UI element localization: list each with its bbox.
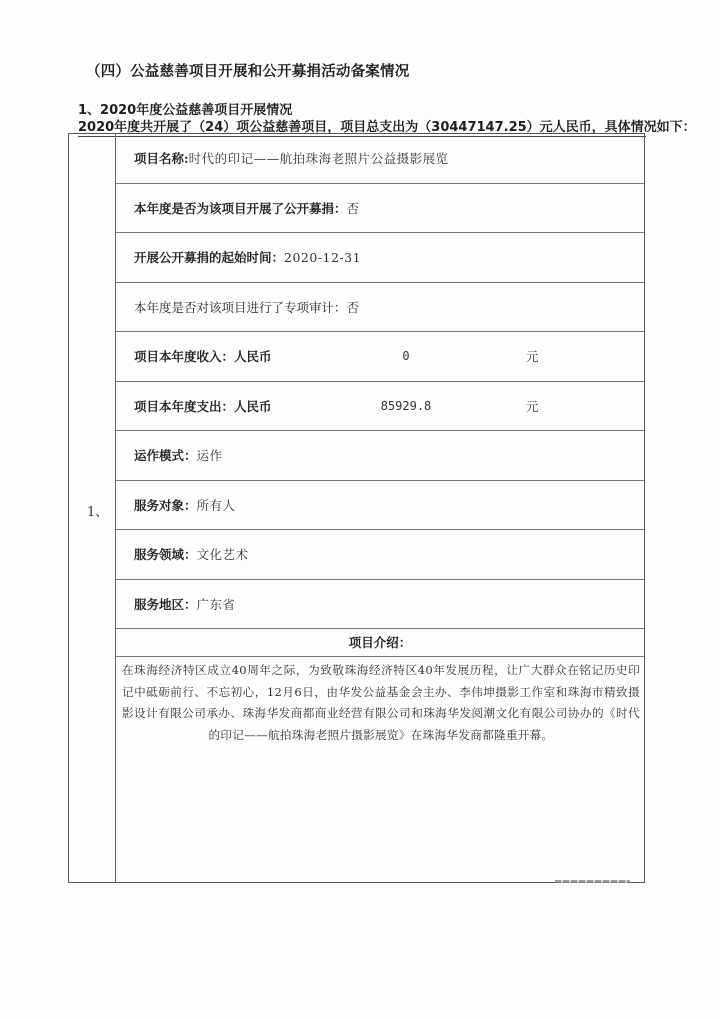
project-index: 1、 xyxy=(87,505,109,520)
project-name-value: 时代的印记——航拍珠海老照片公益摄影展览 xyxy=(188,151,449,167)
row-expenditure xyxy=(116,382,644,432)
operation-mode-label: 运作模式： xyxy=(134,448,197,464)
income-label: 项目本年度收入：人民币 xyxy=(134,349,272,365)
intro-heading: 项目介绍： xyxy=(116,629,644,657)
service-field-label: 服务领域： xyxy=(134,547,197,563)
index-column xyxy=(69,134,116,882)
special-audit-label: 本年度是否对该项目进行了专项审计： xyxy=(134,299,347,315)
service-field-value: 文化艺术 xyxy=(196,547,249,563)
section-title: （四）公益慈善项目开展和公开募捐活动备案情况 xyxy=(86,64,410,80)
row-service-target xyxy=(116,481,644,531)
service-target-label: 服务对象： xyxy=(134,497,197,513)
row-special-audit xyxy=(116,283,644,333)
service-region-label: 服务地区： xyxy=(134,596,197,612)
row-fundraising-start xyxy=(116,233,644,283)
fundraising-start-label: 开展公开募捐的起始时间： xyxy=(134,250,285,266)
row-project-name xyxy=(116,134,644,184)
operation-mode-value: 运作 xyxy=(196,448,223,464)
service-target-value: 所有人 xyxy=(196,497,236,513)
income-unit: 元 xyxy=(526,349,539,365)
public-fundraising-label: 本年度是否为该项目开展了公开募捐： xyxy=(134,200,347,216)
public-fundraising-value: 否 xyxy=(346,200,360,216)
row-income xyxy=(116,332,644,382)
project-name-label: 项目名称: xyxy=(134,151,189,167)
project-table xyxy=(68,133,645,883)
row-public-fundraising xyxy=(116,184,644,234)
fundraising-start-value: 2020-12-31 xyxy=(284,249,362,265)
expenditure-unit: 元 xyxy=(526,398,539,414)
project-rows xyxy=(116,134,644,746)
intro-text: 在珠海经济特区成立40周年之际，为致敬珠海经济特区40年发展历程，让广大群众在铭记历史印记中砥砺前行、不忘初心，12月6日，由华发公益基金会主办、李伟坤摄影工作室和珠海市精致摄影设计有限公司承办、珠海华发商都商业经营有限公司和珠海华发阅潮文化有限公司协办的《时代的印记——航拍珠海老照片摄影展览》在珠海华发商都隆重开幕。 xyxy=(122,663,640,742)
sub-title: 1、2020年度公益慈善项目开展情况 xyxy=(78,103,293,118)
income-amount: 0 xyxy=(402,349,410,364)
expenditure-label: 项目本年度支出：人民币 xyxy=(134,398,272,414)
summary-line: 2020年度共开展了（24）项公益慈善项目，项目总支出为（30447147.25）元人民币，具体情况如下： xyxy=(78,116,646,137)
special-audit-value: 否 xyxy=(346,299,360,315)
scan-artifact xyxy=(555,880,630,883)
expenditure-amount: 85929.8 xyxy=(380,398,432,413)
row-service-field xyxy=(116,530,644,580)
row-operation-mode xyxy=(116,431,644,481)
row-service-region xyxy=(116,580,644,630)
service-region-value: 广东省 xyxy=(196,596,236,612)
